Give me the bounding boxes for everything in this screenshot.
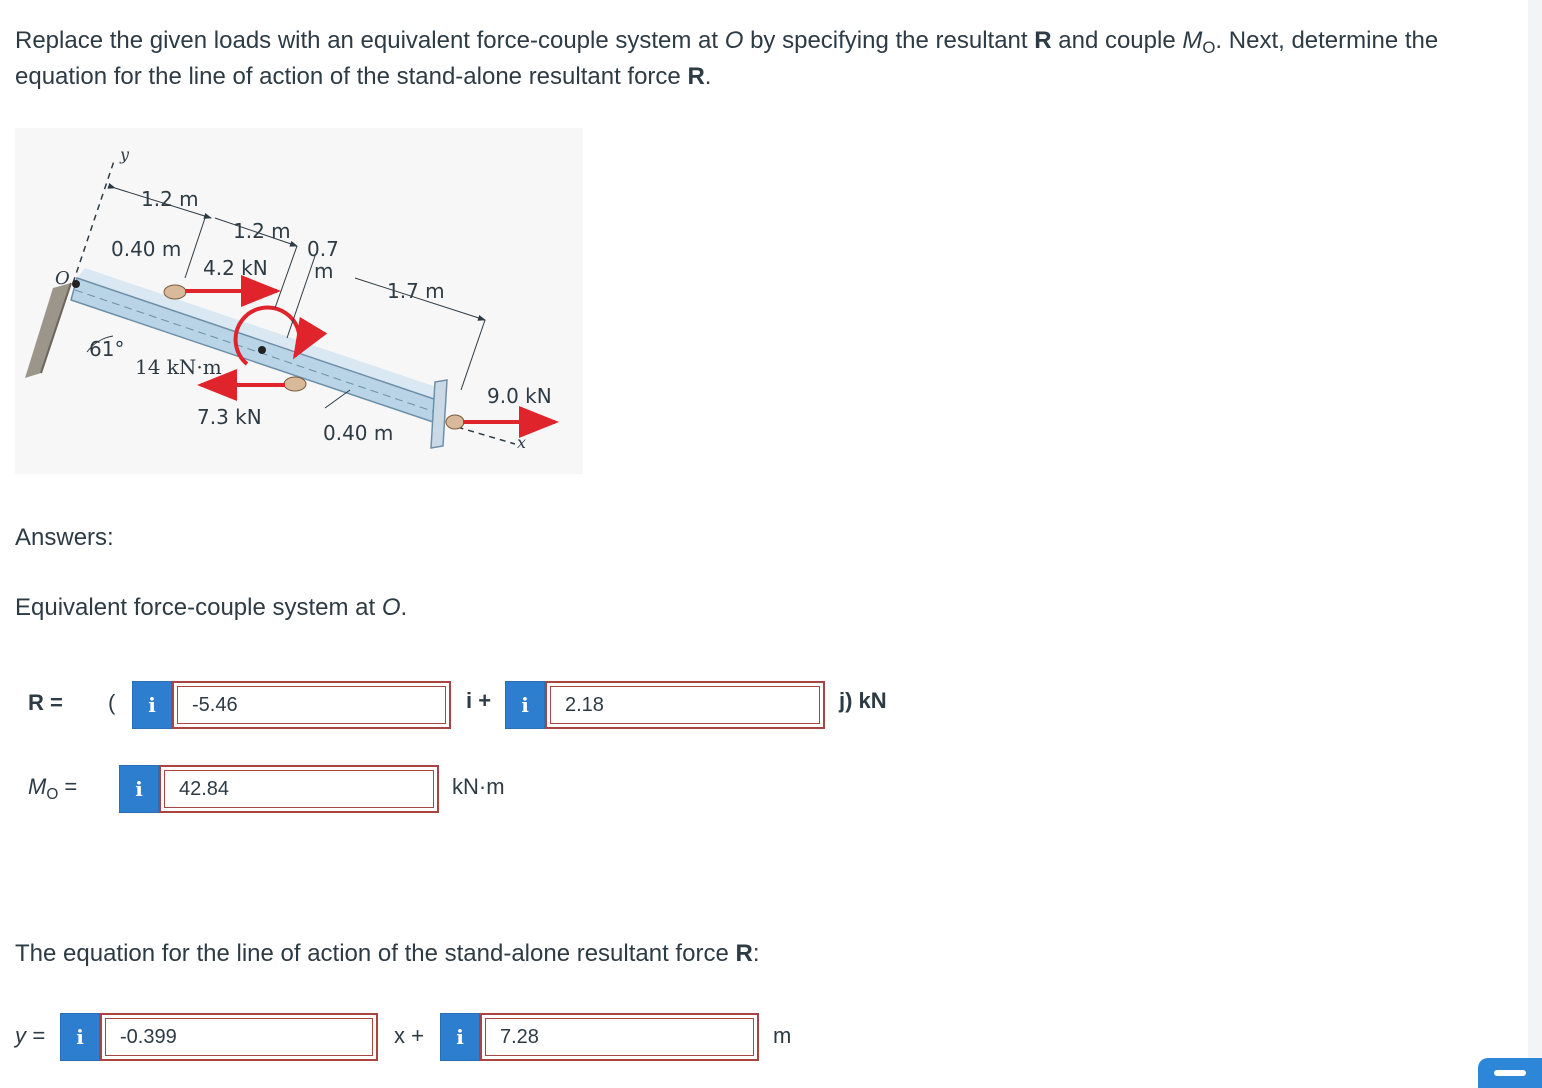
open-paren: ( [108, 690, 116, 715]
lug-2 [284, 377, 306, 391]
dim-label-0-40m-a: 0.40 m [111, 237, 182, 261]
dim-line-6 [325, 390, 350, 408]
slope-input[interactable] [105, 1018, 373, 1056]
answers-heading: Answers: [15, 524, 114, 551]
scrollbar-track[interactable] [1528, 0, 1542, 1080]
origin-label: O [55, 268, 70, 289]
lug-3 [446, 415, 464, 429]
section-2-title: The equation for the line of action of the stand-alone resultant force R: [15, 940, 760, 967]
dim-ext-3 [461, 320, 485, 390]
i-unit-label: i + [466, 688, 492, 713]
R-y-input[interactable] [550, 686, 820, 724]
couple-label: 14 kN·m [135, 355, 222, 379]
beam-figure [15, 128, 583, 474]
R-y-info-button[interactable] [505, 681, 545, 729]
lug-1 [164, 285, 186, 299]
help-tab-button[interactable] [1478, 1058, 1542, 1088]
M-input[interactable] [164, 770, 434, 808]
dim-ext-4 [185, 218, 205, 278]
dim-label-1-2m-a: 1.2 m [141, 187, 199, 211]
dim-label-1-7m: 1.7 m [387, 279, 445, 303]
info-icon: i [76, 1025, 84, 1049]
M-answer-box [159, 765, 439, 813]
couple-center [258, 346, 266, 354]
force-label-9-0kN: 9.0 kN [487, 384, 552, 408]
R-y-answer-box [545, 681, 825, 729]
question-text: Replace the given loads with an equivalent force-couple system at O by specifying the resultant R and couple $M_O$. Next, determine the equation for the line of action of the stand-alone resultant force R. [15, 27, 1439, 90]
j-unit-label: j) kN [839, 688, 887, 713]
dim-label-0-40m-b: 0.40 m [323, 421, 394, 445]
R-x-input[interactable] [177, 686, 446, 724]
y-equals-label: y = [15, 1023, 45, 1048]
dim-label-1-2m-b: 1.2 m [233, 219, 291, 243]
M-unit-label: kN·m [452, 774, 505, 799]
y-axis-label: y [120, 145, 130, 164]
x-plus-label: x + [394, 1023, 424, 1048]
dim-label-0-7: 0.7 [307, 237, 339, 261]
info-icon: i [456, 1025, 464, 1049]
R-label: R = [28, 690, 63, 715]
slope-info-button[interactable] [60, 1013, 100, 1061]
info-icon: i [135, 777, 143, 801]
R-x-answer-box [172, 681, 451, 729]
M-info-button[interactable] [119, 765, 159, 813]
y-axis-line [73, 158, 115, 283]
slope-answer-box [100, 1013, 378, 1061]
info-icon: i [148, 693, 156, 717]
angle-label: 61° [89, 337, 125, 361]
section-1-title: Equivalent force-couple system at O. [15, 594, 408, 621]
force-label-4-2kN: 4.2 kN [203, 256, 268, 280]
wall-support [25, 283, 71, 378]
x-axis-label: x [517, 433, 527, 452]
intercept-answer-box [480, 1013, 759, 1061]
m-unit-label: m [773, 1023, 792, 1048]
intercept-info-button[interactable] [440, 1013, 480, 1061]
force-label-7-3kN: 7.3 kN [197, 405, 262, 429]
info-icon: i [521, 693, 529, 717]
dim-label-m: m [314, 259, 334, 283]
intercept-input[interactable] [485, 1018, 754, 1056]
R-x-info-button[interactable] [132, 681, 172, 729]
M-label: $M_O$ = [28, 774, 78, 803]
origin-point [72, 280, 80, 288]
dim-ext-2 [287, 256, 315, 338]
dim-ext-1 [275, 246, 297, 308]
